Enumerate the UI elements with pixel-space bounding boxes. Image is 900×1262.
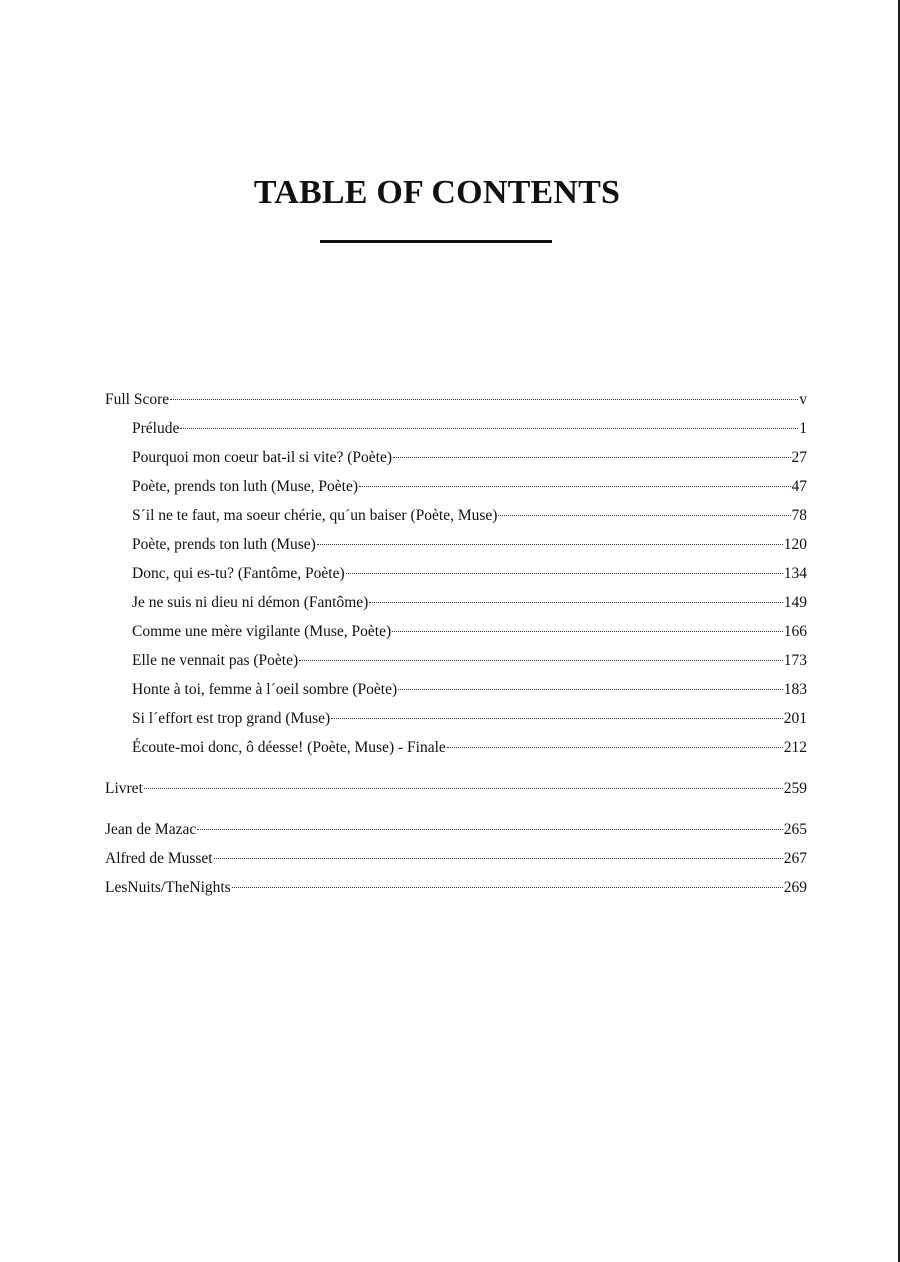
toc-entry-label: Écoute-moi donc, ô déesse! (Poète, Muse) - Finale bbox=[132, 739, 446, 756]
toc-entry-page: 47 bbox=[791, 478, 807, 495]
toc-entry-page: 78 bbox=[791, 507, 807, 524]
toc-entry-page: 173 bbox=[783, 652, 807, 669]
toc-entry-prelude[interactable] bbox=[105, 417, 807, 446]
dot-leader bbox=[393, 457, 791, 458]
toc-entry-label: Poète, prends ton luth (Muse) bbox=[132, 536, 316, 553]
toc-entry-score-item[interactable] bbox=[105, 562, 807, 591]
toc-entry-page: v bbox=[799, 391, 807, 408]
toc-entry-label: Je ne suis ni dieu ni démon (Fantôme) bbox=[132, 594, 369, 611]
dot-leader bbox=[197, 829, 783, 830]
title-underline bbox=[320, 240, 552, 243]
toc-entry-score-item[interactable] bbox=[105, 591, 807, 620]
toc-entry-label: LesNuits/TheNights bbox=[105, 879, 231, 896]
toc-entry-jean-de-mazac[interactable] bbox=[105, 818, 807, 847]
dot-leader bbox=[331, 718, 783, 719]
dot-leader bbox=[144, 788, 783, 789]
toc-entry-label: Donc, qui es-tu? (Fantôme, Poète) bbox=[132, 565, 345, 582]
toc-entry-full-score[interactable] bbox=[105, 388, 807, 417]
toc-entry-label: Full Score bbox=[105, 391, 170, 408]
toc-entry-score-item[interactable] bbox=[105, 620, 807, 649]
toc-entry-page: 201 bbox=[783, 710, 807, 727]
toc-entry-page: 1 bbox=[799, 420, 807, 437]
dot-leader bbox=[170, 399, 798, 400]
toc-entry-page: 212 bbox=[783, 739, 807, 756]
toc-entry-score-item[interactable] bbox=[105, 446, 807, 475]
toc-entry-les-nuits[interactable] bbox=[105, 876, 807, 905]
toc-entry-page: 183 bbox=[783, 681, 807, 698]
toc-entry-page: 166 bbox=[783, 623, 807, 640]
table-of-contents bbox=[105, 388, 807, 905]
toc-entry-label: S´il ne te faut, ma soeur chérie, qu´un baiser (Poète, Muse) bbox=[132, 507, 498, 524]
toc-entry-score-item[interactable] bbox=[105, 475, 807, 504]
toc-entry-page: 149 bbox=[783, 594, 807, 611]
toc-entry-label: Jean de Mazac bbox=[105, 821, 197, 838]
dot-leader bbox=[180, 428, 798, 429]
toc-entry-page: 265 bbox=[783, 821, 807, 838]
toc-entry-page: 27 bbox=[791, 449, 807, 466]
toc-entry-label: Poète, prends ton luth (Muse, Poète) bbox=[132, 478, 359, 495]
toc-entry-page: 269 bbox=[783, 879, 807, 896]
dot-leader bbox=[359, 486, 790, 487]
toc-entry-page: 259 bbox=[783, 780, 807, 797]
toc-entry-score-item[interactable] bbox=[105, 649, 807, 678]
dot-leader bbox=[232, 887, 783, 888]
toc-entry-label: Prélude bbox=[132, 420, 180, 437]
toc-entry-score-item[interactable] bbox=[105, 504, 807, 533]
toc-entry-livret[interactable] bbox=[105, 777, 807, 806]
toc-entry-score-item[interactable] bbox=[105, 707, 807, 736]
toc-entry-page: 134 bbox=[783, 565, 807, 582]
toc-entry-score-item[interactable] bbox=[105, 533, 807, 562]
toc-entry-score-item[interactable] bbox=[105, 678, 807, 707]
toc-entry-page: 267 bbox=[783, 850, 807, 867]
toc-entry-label: Si l´effort est trop grand (Muse) bbox=[132, 710, 331, 727]
page-title: TABLE OF CONTENTS bbox=[253, 174, 621, 211]
toc-entry-label: Pourquoi mon coeur bat-il si vite? (Poète) bbox=[132, 449, 392, 466]
toc-entry-label: Alfred de Musset bbox=[105, 850, 213, 867]
dot-leader bbox=[346, 573, 783, 574]
toc-entry-finale[interactable] bbox=[105, 736, 807, 765]
dot-leader bbox=[317, 544, 783, 545]
toc-entry-label: Elle ne vennait pas (Poète) bbox=[132, 652, 299, 669]
dot-leader bbox=[392, 631, 783, 632]
toc-entry-label: Livret bbox=[105, 780, 143, 797]
toc-entry-alfred-de-musset[interactable] bbox=[105, 847, 807, 876]
dot-leader bbox=[398, 689, 783, 690]
toc-entry-label: Comme une mère vigilante (Muse, Poète) bbox=[132, 623, 392, 640]
dot-leader bbox=[447, 747, 783, 748]
dot-leader bbox=[369, 602, 782, 603]
toc-entry-page: 120 bbox=[783, 536, 807, 553]
dot-leader bbox=[299, 660, 783, 661]
dot-leader bbox=[214, 858, 783, 859]
dot-leader bbox=[498, 515, 790, 516]
toc-entry-label: Honte à toi, femme à l´oeil sombre (Poète) bbox=[132, 681, 398, 698]
